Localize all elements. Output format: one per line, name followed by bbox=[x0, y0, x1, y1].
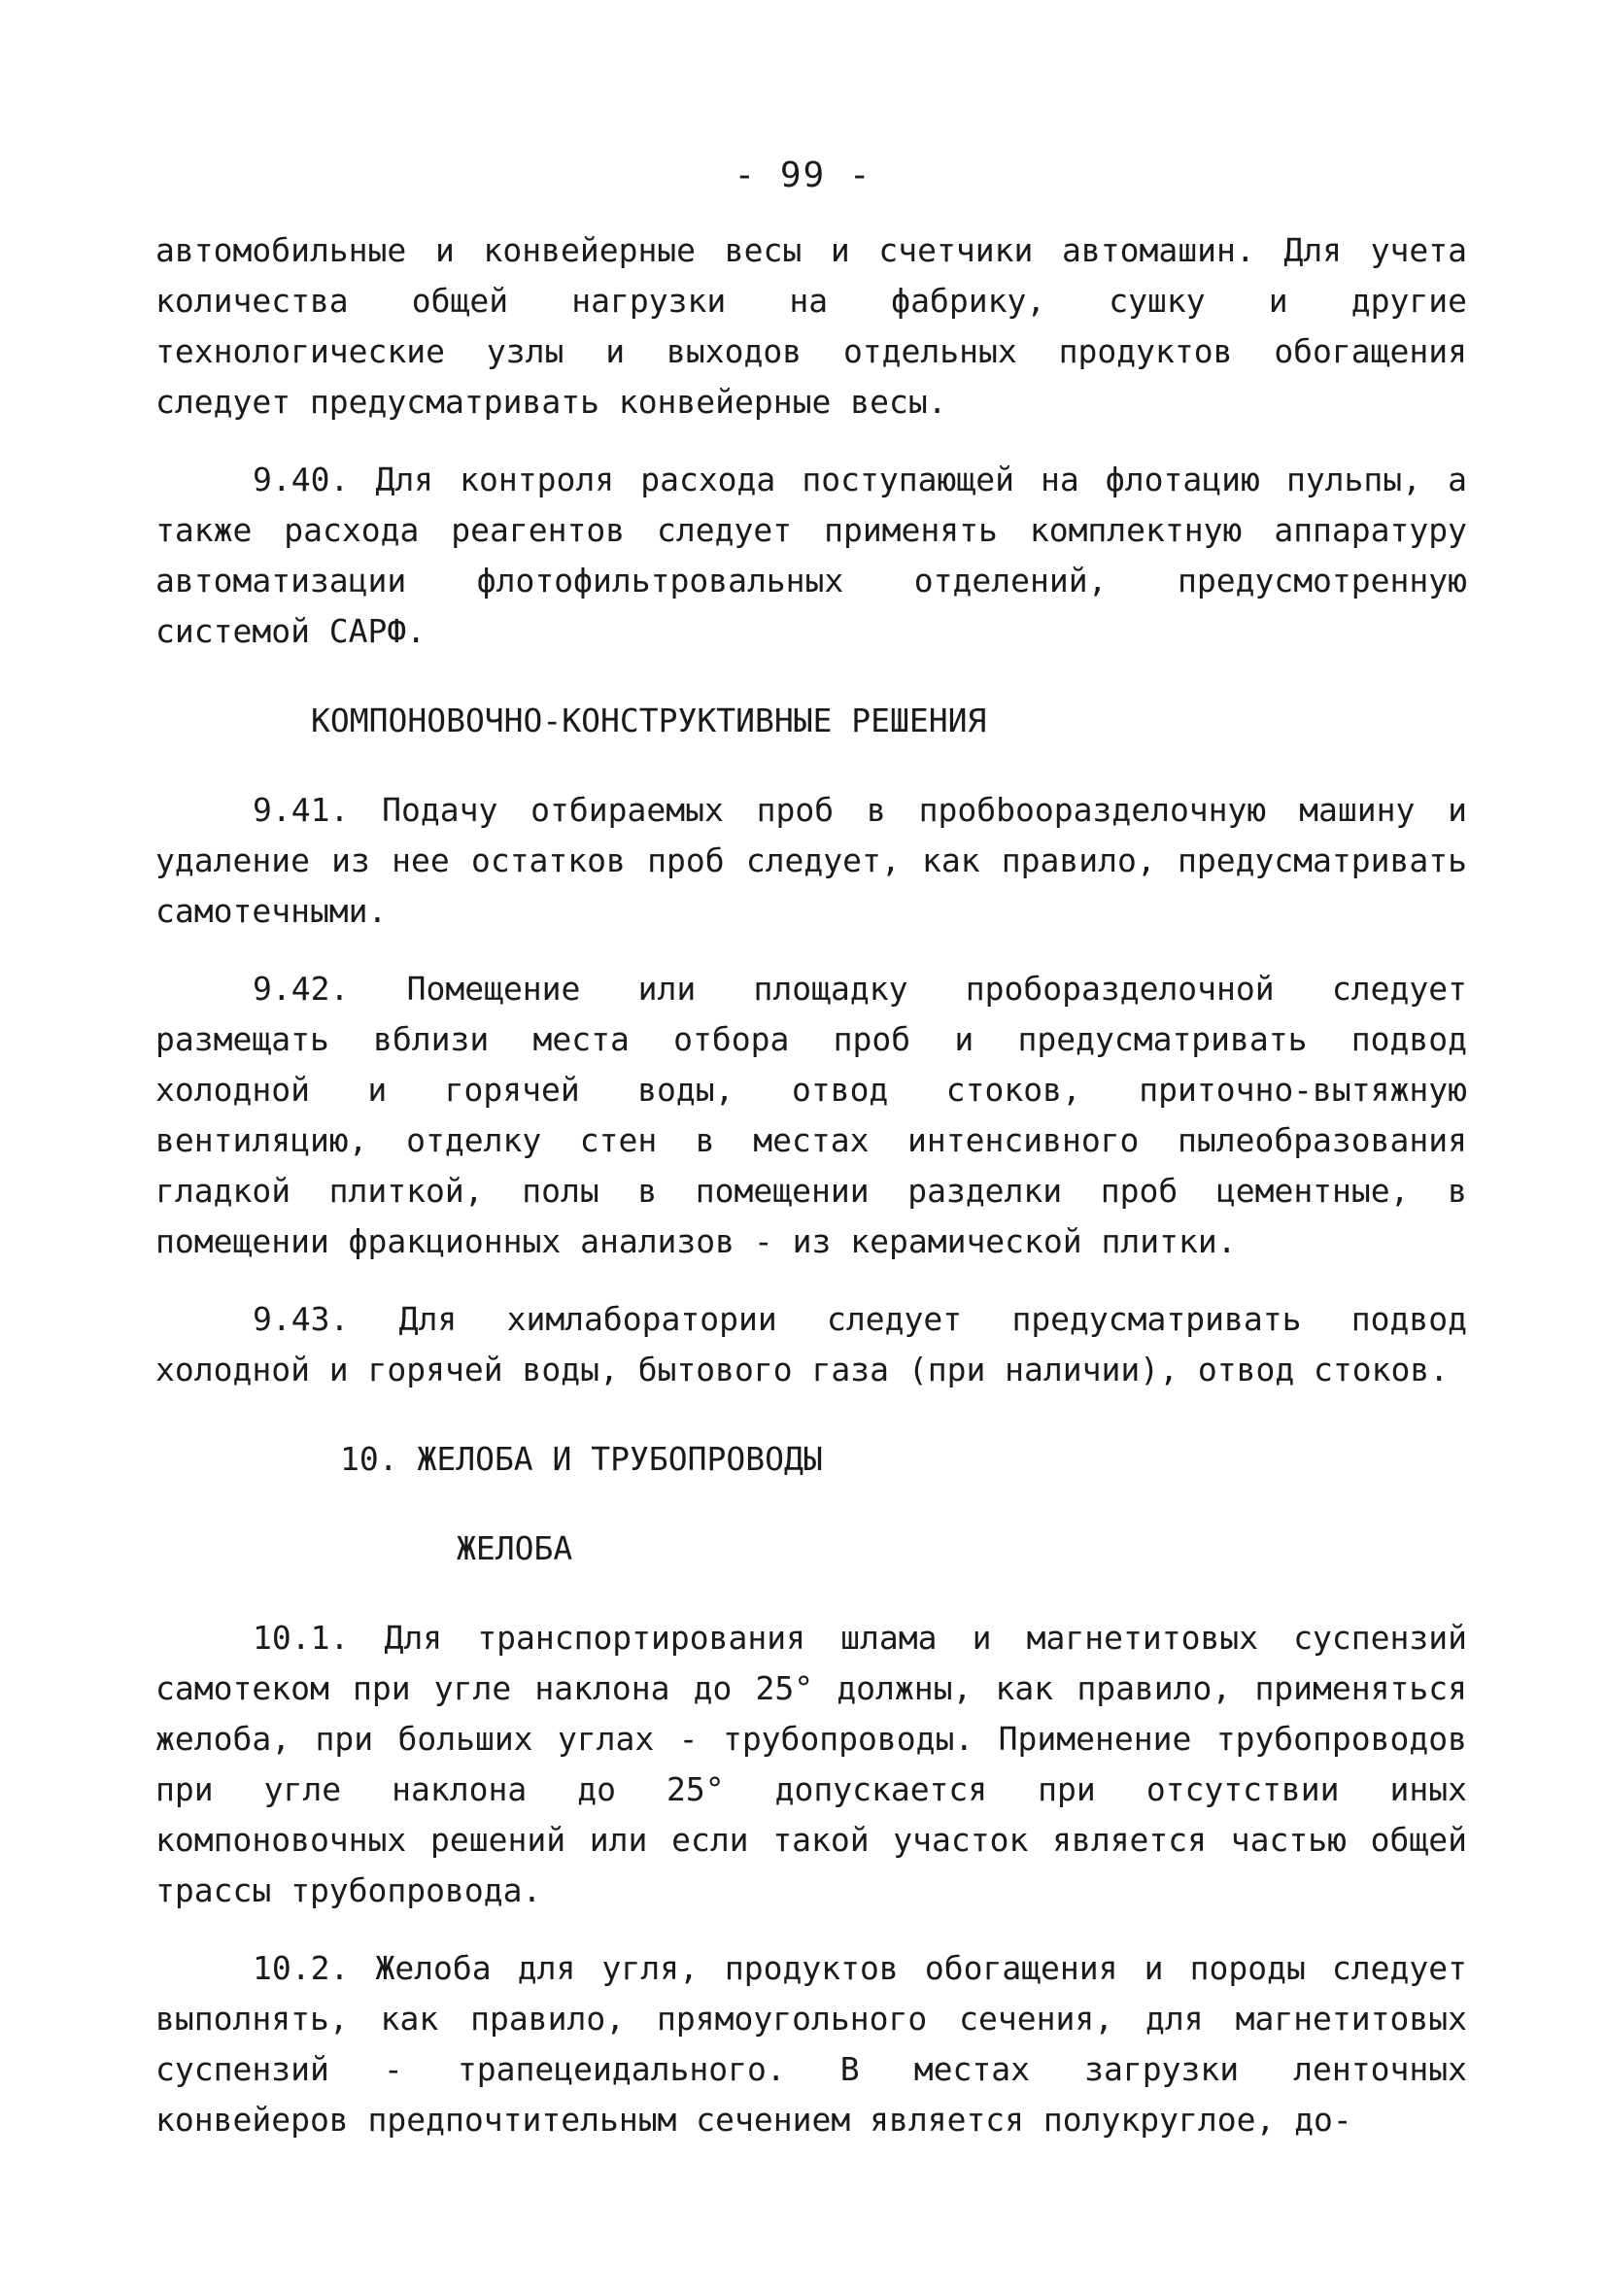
paragraph-10-1: 10.1. Для транспортирования шлама и магнетитовых суспензий самотеком при угле наклона до 25° должны, как правило, применяться желоба, при больших углах - трубопроводы. Применение трубопроводов при угле наклона до 25° допускается при отсутствии иных компоновочных решений или если такой участок является частью общей трассы трубопровода. bbox=[155, 1619, 1467, 1909]
paragraph-9-42: 9.42. Помещение или площадку проборазделочной следует размещать вблизи места отбора проб и предусматривать подвод холодной и горячей воды, отвод стоков, приточно-вытяжную вентиляцию, отделку стен в местах интенсивного пылеобразования гладкой плиткой, полы в помещении разделки проб цементные, в помещении фракционных анализов - из керамической плитки. bbox=[155, 970, 1467, 1260]
paragraph-continuation: автомобильные и конвейерные весы и счетчики автомашин. Для учета количества общей нагрузки на фабрику, сушку и другие технологические узлы и выходов отдельных продуктов обогащения следует предусматривать конвейерные весы. bbox=[155, 231, 1467, 421]
document-body bbox=[155, 225, 1467, 2145]
heading-section-10: 10. ЖЕЛОБА И ТРУБОПРОВОДЫ bbox=[340, 1440, 823, 1478]
heading-chutes: ЖЕЛОБА bbox=[457, 1529, 573, 1567]
page-number: - 99 - bbox=[734, 155, 872, 195]
paragraph-9-41: 9.41. Подачу отбираемых проб в пробbooразделочную машину и удаление из нее остатков проб следует, как правило, предусматривать самотечными. bbox=[155, 791, 1467, 930]
paragraph-10-2: 10.2. Желоба для угля, продуктов обогащения и породы следует выполнять, как правило, прямоугольного сечения, для магнетитовых суспензий - трапецеидального. В местах загрузки ленточных конвейеров предпочтительным сечением является полукруглое, до- bbox=[155, 1949, 1467, 2139]
heading-layout-solutions: КОМПОНОВОЧНО-КОНСТРУКТИВНЫЕ РЕШЕНИЯ bbox=[311, 702, 987, 739]
paragraph-9-43: 9.43. Для химлаборатории следует предусматривать подвод холодной и горячей воды, бытового газа (при наличии), отвод стоков. bbox=[155, 1300, 1467, 1388]
paragraph-9-40: 9.40. Для контроля расхода поступающей на флотацию пульпы, а также расхода реагентов следует применять комплектную аппаратуру автоматизации флотофильтровальных отделений, предусмотренную системой САРФ. bbox=[155, 461, 1467, 650]
